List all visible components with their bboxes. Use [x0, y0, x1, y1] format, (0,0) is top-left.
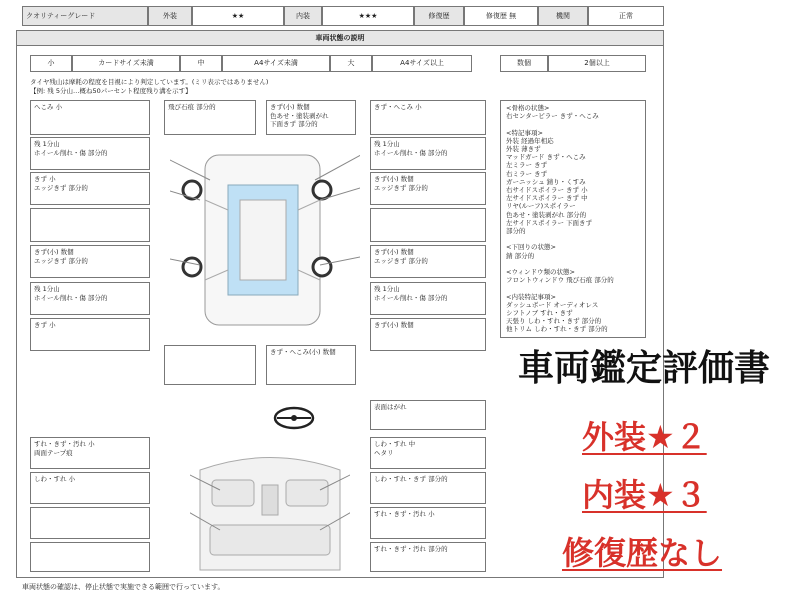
interior-stars: ★★★ [322, 6, 414, 26]
legend-count-value: 2個以上 [548, 55, 646, 72]
box-front-left-tire: 残 1分山 ホイール削れ・傷 部分的 [30, 137, 150, 170]
box-front-seat-right: しわ・すれ 中 ヘタリ [370, 437, 486, 469]
box-bonnet: きず(小) 数個 色あせ・塗装剥がれ 下面きず 部分的 [266, 100, 356, 135]
box-front-seat-left: すれ・きず・汚れ 小 両面テープ痕 [30, 437, 150, 469]
legend-small: 小 [30, 55, 72, 72]
quality-grade-label: クオリティーグレード [22, 6, 148, 26]
box-front-right-tire: 残 1分山 ホイール削れ・傷 部分的 [370, 137, 486, 170]
box-rear-right-tire: 残 1分山 ホイール削れ・傷 部分的 [370, 282, 486, 315]
box-interior-bottom-left [30, 542, 150, 572]
legend-count: 数個 [500, 55, 548, 72]
tire-example: 【例: 残 5分山…概ね50パーセント程度残り溝を示す】 [30, 87, 192, 95]
repair-value: 修復歴 無 [464, 6, 538, 26]
box-interior-lower-left [30, 507, 150, 539]
box-front-left-bumper: へこみ 小 [30, 100, 150, 135]
box-right-rear-door: きず(小) 数個 エッジきず 部分的 [370, 245, 486, 278]
legend-medium-desc: A4サイズ未満 [222, 55, 330, 72]
interior-label: 内装 [284, 6, 322, 26]
box-interior-bottom-right: すれ・きず・汚れ 部分的 [370, 542, 486, 572]
legend-large: 大 [330, 55, 372, 72]
legend-medium: 中 [180, 55, 222, 72]
notes-panel: <骨格の状態> 右センターピラー きず・へこみ <特記事項> 外装 経過年相応 外装 薄きず マッドガード きず・へこみ 左ミラー きず 右ミラー きず ガーニッシュ 錆り・くすみ 右サイドスポイラー きず 小 左サイドスポイラー きず 中 リヤ(ルーフ)スポイラー 色あせ・塗装剥がれ 部分的 左サイドスポイラー 下面きず 部分的 <下回りの状態> 錆 部分的 <ウィンドウ類の状態> フロントウィンドウ 飛び石痕 部分的 <内装特記事項> ダッシュボード オーディオレス シフトノブ すれ・きず 天張り しわ・すれ・きず 部分的 他トリム しわ・すれ・きず 部分的 [500, 100, 646, 338]
section-title: 車両状態の説明 [16, 30, 664, 46]
box-rear-left-tire: 残 1分山 ホイール削れ・傷 部分的 [30, 282, 150, 315]
box-rear-bottom-right: きず・へこみ(小) 数個 [266, 345, 356, 385]
box-interior-lower-right: すれ・きず・汚れ 小 [370, 507, 486, 539]
exterior-stars: ★★ [192, 6, 284, 26]
legend-small-desc: カードサイズ未満 [72, 55, 180, 72]
overlay-repair-status: 修復歴なし [562, 534, 723, 572]
car-exterior-diagram [170, 140, 360, 340]
box-left-front-door: きず 小 エッジきず 部分的 [30, 172, 150, 205]
overlay-exterior-rating: 外装★２ [582, 418, 707, 456]
box-rear-left: きず 小 [30, 318, 150, 351]
car-interior-diagram [190, 450, 350, 575]
repair-label: 修復歴 [414, 6, 464, 26]
box-front-top: 飛び石痕 部分的 [164, 100, 256, 135]
box-left-rear-door: きず(小) 数個 エッジきず 部分的 [30, 245, 150, 278]
equipment-value: 正常 [588, 6, 664, 26]
box-steering: 表面はがれ [370, 400, 486, 430]
box-rear-seat-right: しわ・すれ・きず 部分的 [370, 472, 486, 504]
overlay-interior-rating: 内装★３ [582, 476, 707, 514]
box-rear-seat-left: しわ・すれ 小 [30, 472, 150, 504]
box-front-right: きず・へこみ 小 [370, 100, 486, 135]
equipment-label: 機関 [538, 6, 588, 26]
footer-note: 車両状態の確認は、停止状態で実施できる範囲で行っています。 [22, 583, 225, 591]
tire-note: タイヤ残山は摩耗の程度を目視により判定しています。(ミリ表示ではありません) [30, 78, 269, 86]
exterior-label: 外装 [148, 6, 192, 26]
box-rear-right: きず(小) 数個 [370, 318, 486, 351]
box-rear-bottom-left [164, 345, 256, 385]
box-right-middle [370, 208, 486, 242]
box-right-front-door: きず(小) 数個 エッジきず 部分的 [370, 172, 486, 205]
steering-wheel-icon [272, 405, 316, 431]
box-left-middle [30, 208, 150, 242]
overlay-title: 車両鑑定評価書 [518, 348, 771, 389]
legend-large-desc: A4サイズ以上 [372, 55, 472, 72]
